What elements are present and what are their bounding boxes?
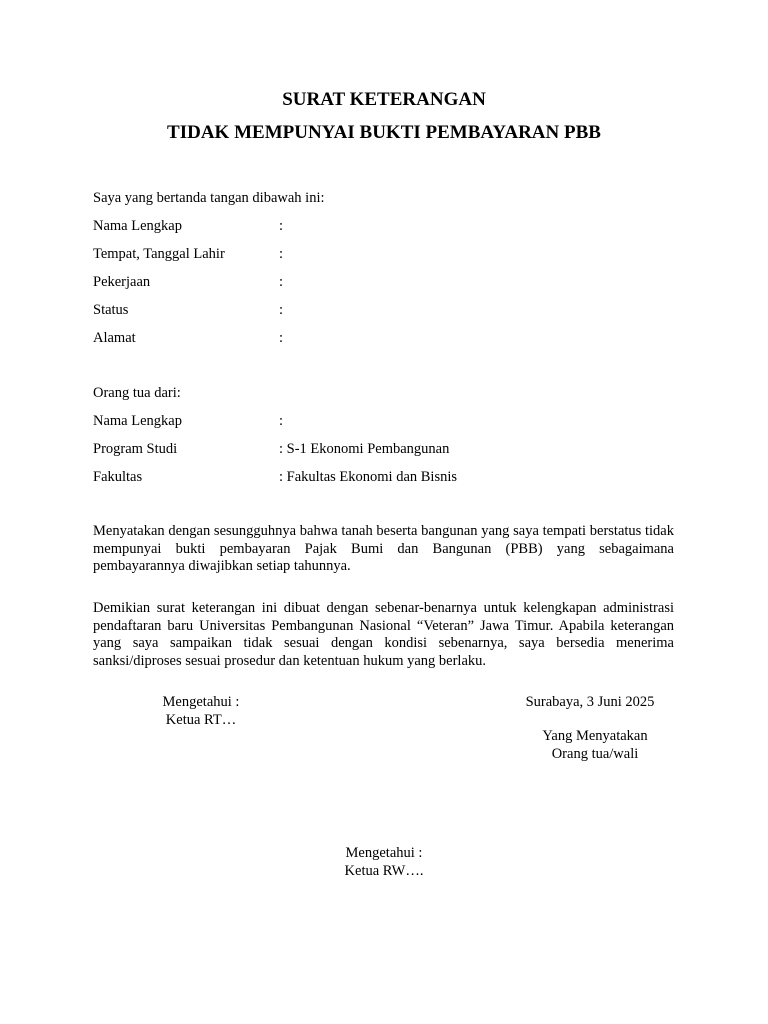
letter-subtitle: TIDAK MEMPUNYAI BUKTI PEMBAYARAN PBB <box>167 122 601 143</box>
field-label-nama: Nama Lengkap <box>93 218 182 234</box>
statement-paragraph: Menyatakan dengan sesungguhnya bahwa tanah beserta bangunan yang saya tempati berstatus tidak mempunyai bukti pembayaran Pajak Bumi dan Bangunan (PBB) yang sebagaimana pembayarannya diwajibkan setiap tahunnya. <box>93 523 674 574</box>
field-label-nama-mahasiswa: Nama Lengkap <box>93 413 182 429</box>
field-value-status: : <box>279 302 284 318</box>
rt-known-label: Mengetahui : <box>162 694 240 710</box>
declarant-title: Yang Menyatakan <box>542 728 648 744</box>
letter-title: SURAT KETERANGAN <box>282 89 486 110</box>
field-label-ttl: Tempat, Tanggal Lahir <box>93 246 225 262</box>
rw-signature-block <box>323 845 445 880</box>
rt-title: Ketua RT… <box>165 711 237 728</box>
declarant-signature-block <box>520 728 670 763</box>
field-label-alamat: Alamat <box>93 330 136 346</box>
intro-text: Saya yang bertanda tangan dibawah ini: <box>93 190 325 206</box>
field-label-fakultas: Fakultas <box>93 469 143 485</box>
declarant-role: Orang tua/wali <box>551 745 639 762</box>
field-value-nama: : <box>279 218 284 234</box>
field-value-ttl: : <box>279 246 284 262</box>
parent-of-text: Orang tua dari: <box>93 385 181 401</box>
field-value-nama-mahasiswa: : <box>279 413 284 429</box>
field-label-status: Status <box>93 302 129 318</box>
closing-paragraph: Demikian surat keterangan ini dibuat dengan sebenar-benarnya untuk kelengkapan administrasi pendaftaran baru Universitas Pembangunan Nasional “Veteran” Jawa Timur. Apabila keterangan yang saya sampaikan tidak sesuai dengan kondisi sebenarnya, saya bersedia menerima sanksi/diproses sesuai prosedur dan ketentuan hukum yang berlaku. <box>93 600 674 669</box>
rw-known-label: Mengetahui : <box>345 845 423 861</box>
field-label-program-studi: Program Studi <box>93 441 178 457</box>
field-value-program-studi: : S-1 Ekonomi Pembangunan <box>279 441 450 457</box>
rt-signature-block <box>140 694 262 729</box>
place-date: Surabaya, 3 Juni 2025 <box>525 694 655 710</box>
rw-title: Ketua RW…. <box>344 862 424 879</box>
field-value-alamat: : <box>279 330 284 346</box>
field-label-pekerjaan: Pekerjaan <box>93 274 151 290</box>
field-value-fakultas: : Fakultas Ekonomi dan Bisnis <box>279 469 458 485</box>
field-value-pekerjaan: : <box>279 274 284 290</box>
